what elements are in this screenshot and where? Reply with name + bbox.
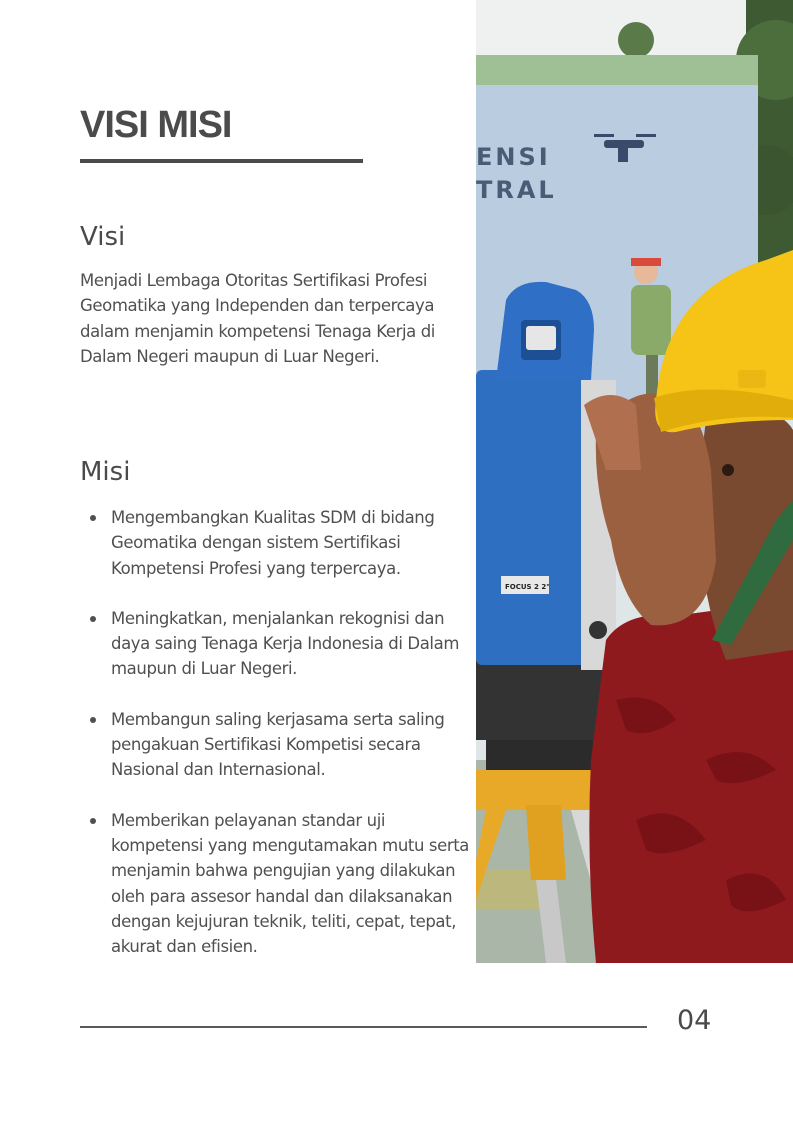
misi-heading: Misi <box>80 457 131 487</box>
misi-item <box>80 606 470 682</box>
page-title: VISI MISI <box>80 104 232 146</box>
misi-item <box>80 505 470 581</box>
surveyor-photo <box>476 0 793 963</box>
banner-text-2: TRAL <box>476 176 557 204</box>
visi-text: Menjadi Lembaga Otoritas Sertifikasi Profesi Geomatika yang Independen dan terpercaya dalam menjamin kompetensi Tenaga Kerja di Dalam Negeri maupun di Luar Negeri. <box>80 271 435 366</box>
misi-item-text: Mengembangkan Kualitas SDM di bidang Geomatika dengan sistem Sertifikasi Kompetensi Profesi yang terpercaya. <box>111 508 435 578</box>
bullet-icon <box>90 616 96 622</box>
bullet-icon <box>90 818 96 824</box>
misi-item <box>80 707 470 783</box>
surveyor-illustration <box>476 0 793 963</box>
title-underline <box>80 159 363 163</box>
footer-rule <box>80 1026 647 1028</box>
bullet-icon <box>90 515 96 521</box>
banner-text-1: ENSI <box>476 143 551 171</box>
page-number: 04 <box>677 1005 712 1036</box>
misi-item-text: Meningkatkan, menjalankan rekognisi dan daya saing Tenaga Kerja Indonesia di Dalam maupun di Luar Negeri. <box>111 608 459 679</box>
instrument-label: FOCUS 2 2" <box>505 583 550 591</box>
bullet-icon <box>90 717 96 723</box>
visi-heading: Visi <box>80 222 126 252</box>
misi-item <box>80 808 470 960</box>
misi-item-text: Memberikan pelayanan standar uji kompetensi yang mengutamakan mutu serta menjamin bahwa pengujian yang dilakukan oleh para assesor handal dan dilaksanakan dengan kejujuran teknik, teliti, cepat, tepat, akurat dan efisien. <box>111 810 469 957</box>
misi-item-text: Membangun saling kerjasama serta saling pengakuan Sertifikasi Kompetisi secara Nasional dan Internasional. <box>111 709 445 780</box>
misi-list <box>80 505 470 959</box>
